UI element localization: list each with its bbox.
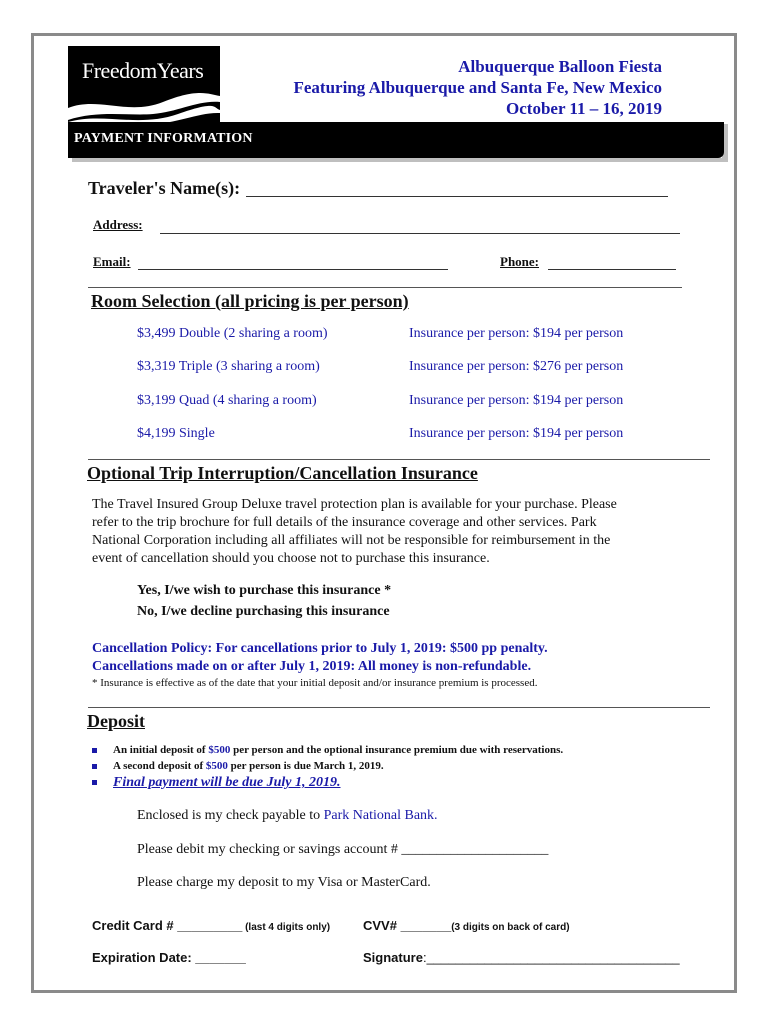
address-field[interactable] <box>160 232 680 234</box>
deposit-text: per person and the optional insurance premium due with reservations. <box>230 744 564 756</box>
room-insurance-single: Insurance per person: $194 per person <box>409 426 624 441</box>
check-payee: Park National Bank. <box>323 808 438 823</box>
deposit-amount: $500 <box>208 744 231 756</box>
payment-card-option[interactable]: Please charge my deposit to my Visa or MasterCard. <box>137 875 431 890</box>
insurance-heading: Optional Trip Interruption/Cancellation Insurance <box>87 463 478 483</box>
section-banner <box>68 122 724 158</box>
signature-label: Signature <box>363 950 423 965</box>
room-insurance-quad: Insurance per person: $194 per person <box>409 393 624 408</box>
deposit-bullet-second <box>92 760 384 772</box>
room-option-single: $4,199 Single <box>137 426 215 441</box>
deposit-bullet-initial <box>92 744 563 756</box>
banner-shadow <box>72 158 728 162</box>
room-option-double: $3,499 Double (2 sharing a room) <box>137 326 328 341</box>
check-text: Enclosed is my check payable to <box>137 808 324 823</box>
insurance-description <box>92 496 692 568</box>
bullet-icon <box>92 764 97 769</box>
freedomyears-logo <box>68 46 220 128</box>
credit-card-note: (last 4 digits only) <box>242 922 331 933</box>
address-label: Address: <box>93 217 143 232</box>
insurance-text-line: The Travel Insured Group Deluxe travel protection plan is available for your purchase. Please <box>92 497 617 512</box>
cancellation-policy-line2: Cancellations made on or after July 1, 2019: All money is non-refundable. <box>92 659 532 674</box>
bullet-icon <box>92 780 97 785</box>
insurance-text-line: refer to the trip brochure for full details of the insurance coverage and other services. Park <box>92 515 597 530</box>
phone-label: Phone: <box>500 254 539 269</box>
bullet-icon <box>92 748 97 753</box>
insurance-no-option[interactable]: No, I/we decline purchasing this insurance <box>137 604 390 619</box>
deposit-text: A second deposit of <box>113 760 206 772</box>
expiration-date-field[interactable]: Expiration Date: _______ <box>92 950 246 965</box>
trip-title-line2: Featuring Albuquerque and Santa Fe, New Mexico <box>293 78 662 97</box>
deposit-heading: Deposit <box>87 711 145 731</box>
divider <box>88 459 710 460</box>
cancellation-policy-line1: Cancellation Policy: For cancellations prior to July 1, 2019: $500 pp penalty. <box>92 641 548 656</box>
trip-title-line1: Albuquerque Balloon Fiesta <box>458 57 662 76</box>
trip-title <box>293 56 662 119</box>
credit-card-label: Credit Card # _________ <box>92 918 243 933</box>
email-field[interactable] <box>138 268 448 270</box>
traveler-name-field[interactable] <box>246 195 668 197</box>
room-insurance-double: Insurance per person: $194 per person <box>409 326 624 341</box>
divider <box>88 287 682 288</box>
insurance-text-line: event of cancellation should you choose not to purchase this insurance. <box>92 551 490 566</box>
room-option-quad: $3,199 Quad (4 sharing a room) <box>137 393 317 408</box>
payment-debit-option[interactable]: Please debit my checking or savings account # _____________________ <box>137 842 549 857</box>
logo-text: FreedomYears <box>82 58 204 83</box>
cvv-note: (3 digits on back of card) <box>451 922 570 933</box>
deposit-text: per person is due March 1, 2019. <box>227 760 384 772</box>
divider <box>88 707 710 708</box>
insurance-text-line: National Corporation including all affiliates will not be responsible for reimbursement in the <box>92 533 611 548</box>
email-label: Email: <box>93 254 131 269</box>
deposit-text: An initial deposit of <box>113 744 209 756</box>
final-payment-date: Final payment will be due July 1, 2019. <box>113 775 341 790</box>
insurance-yes-option[interactable]: Yes, I/we wish to purchase this insurance * <box>137 583 392 598</box>
room-selection-heading: Room Selection (all pricing is per person) <box>91 291 409 311</box>
phone-field[interactable] <box>548 268 676 270</box>
insurance-footnote: * Insurance is effective as of the date that your initial deposit and/or insurance premium is processed. <box>92 677 538 689</box>
banner-title: PAYMENT INFORMATION <box>74 131 253 146</box>
cvv-field[interactable] <box>363 917 570 935</box>
traveler-name-label: Traveler's Name(s): <box>88 178 241 198</box>
room-option-triple: $3,319 Triple (3 sharing a room) <box>137 359 320 374</box>
room-insurance-triple: Insurance per person: $276 per person <box>409 359 624 374</box>
deposit-amount: $500 <box>205 760 228 772</box>
cvv-label: CVV# _______ <box>363 918 452 933</box>
credit-card-field[interactable] <box>92 917 330 935</box>
signature-line: :___________________________________ <box>422 950 680 965</box>
trip-dates: October 11 – 16, 2019 <box>506 99 662 118</box>
deposit-bullet-final <box>92 775 341 791</box>
signature-field[interactable] <box>363 950 680 965</box>
payment-check-option[interactable] <box>137 808 438 824</box>
